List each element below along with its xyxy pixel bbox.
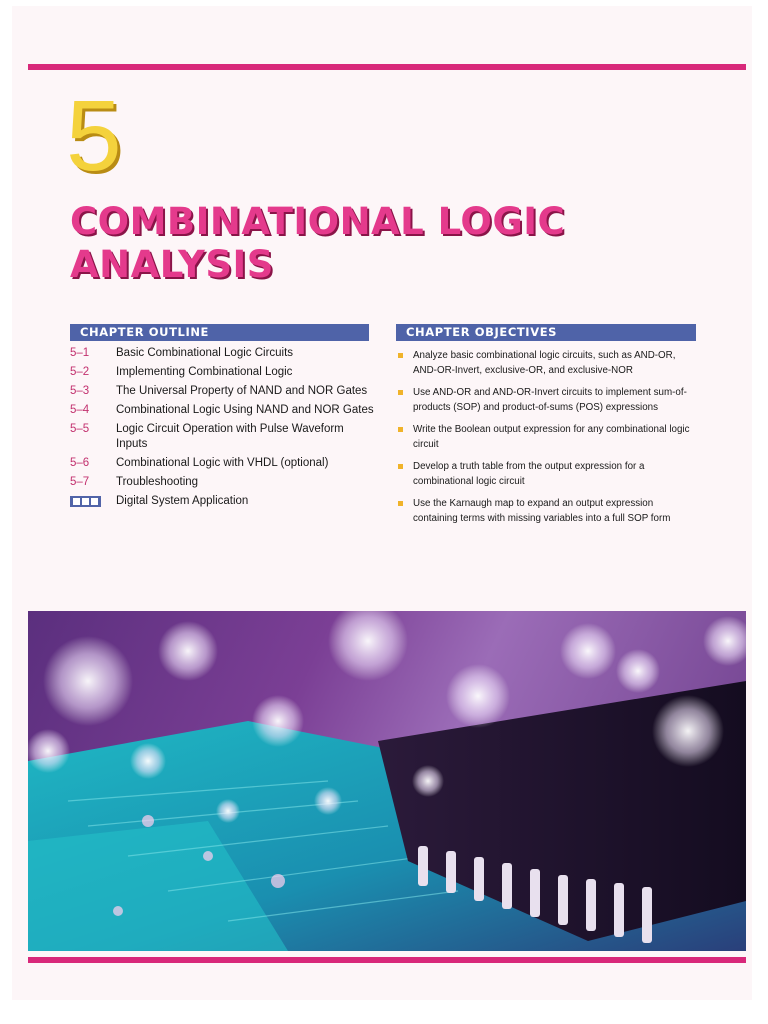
section-number: 5–3: [70, 385, 90, 397]
section-number: 5–6: [70, 457, 90, 469]
bullet-icon: [398, 459, 413, 489]
section-number: 5–7: [70, 476, 90, 488]
bullet-icon: [398, 422, 413, 452]
section-number: 5–4: [70, 404, 90, 416]
objective-item: [398, 496, 698, 526]
section-title: Combinational Logic Using NAND and NOR Gates: [116, 404, 374, 416]
bullet-icon: [398, 385, 413, 415]
outline-item[interactable]: [70, 365, 375, 380]
section-title: Troubleshooting: [116, 476, 199, 488]
bullet-icon: [398, 496, 413, 526]
outline-item-application[interactable]: [70, 494, 375, 509]
bullet-icon: [398, 348, 413, 378]
chapter-outline-list: [70, 346, 375, 513]
outline-item[interactable]: [70, 422, 375, 452]
objective-text: Use AND-OR and AND-OR-Invert circuits to implement sum-of-products (SOP) and product-of-sums (POS) expressions: [413, 387, 687, 413]
objective-item: [398, 459, 698, 489]
chapter-number: 5: [66, 80, 122, 192]
objective-text: Write the Boolean output expression for any combinational logic circuit: [413, 424, 690, 450]
section-number: 5–5: [70, 423, 90, 435]
section-number: 5–2: [70, 366, 90, 378]
section-number: 5–1: [70, 347, 90, 359]
objective-text: Analyze basic combinational logic circuits, such as AND-OR, AND-OR-Invert, exclusive-OR, and exclusive-NOR: [413, 350, 676, 376]
objective-text: Use the Karnaugh map to expand an output expression containing terms with missing variables into a full SOP form: [413, 498, 671, 524]
objective-item: [398, 348, 698, 378]
chapter-objectives-header: CHAPTER OBJECTIVES: [396, 324, 696, 341]
objective-text: Develop a truth table from the output expression for a combinational logic circuit: [413, 461, 645, 487]
top-rule: [28, 64, 746, 70]
section-title: Combinational Logic with VHDL (optional): [116, 457, 329, 469]
digital-system-application-icon: [70, 494, 116, 509]
section-title: Basic Combinational Logic Circuits: [116, 347, 294, 359]
objective-item: [398, 385, 698, 415]
section-title: Digital System Application: [116, 495, 249, 507]
section-title: The Universal Property of NAND and NOR Gates: [116, 385, 368, 397]
outline-item[interactable]: [70, 403, 375, 418]
chapter-outline-header: CHAPTER OUTLINE: [70, 324, 369, 341]
outline-item[interactable]: [70, 475, 375, 490]
objective-item: [398, 422, 698, 452]
outline-item[interactable]: [70, 456, 375, 471]
section-title: Logic Circuit Operation with Pulse Waveform Inputs: [116, 423, 344, 450]
outline-item[interactable]: [70, 346, 375, 361]
bottom-rule: [28, 957, 746, 963]
chapter-title: COMBINATIONAL LOGIC ANALYSIS: [70, 200, 566, 286]
outline-item[interactable]: [70, 384, 375, 399]
chapter-objectives-list: [398, 348, 698, 533]
circuit-board-photo: [28, 611, 746, 951]
section-title: Implementing Combinational Logic: [116, 366, 293, 378]
